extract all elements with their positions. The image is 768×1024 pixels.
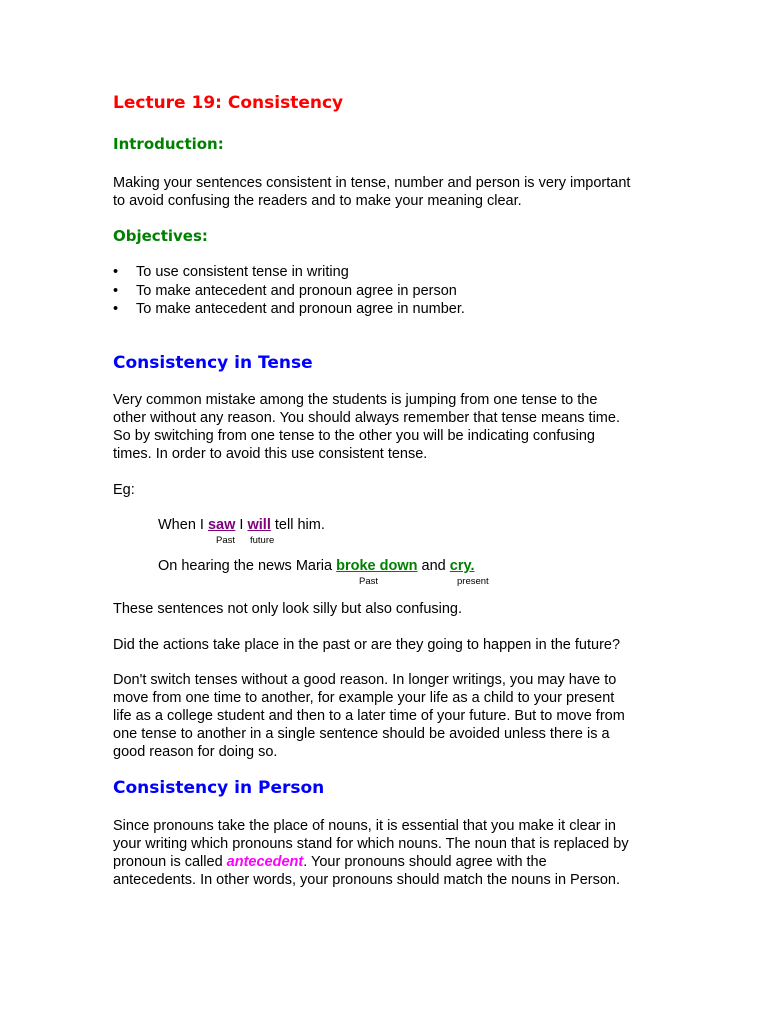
highlighted-verb: broke down (336, 558, 418, 574)
tense-line: good reason for doing so. (113, 744, 278, 760)
highlighted-verb: cry. (449, 558, 475, 574)
tense-annotation: future (250, 535, 275, 546)
person-heading: Consistency in Person (113, 778, 325, 798)
tense-line: times. In order to avoid this use consistent tense. (113, 446, 428, 462)
example-text: On hearing the news Maria (158, 558, 337, 574)
example-sentence-1 (158, 517, 325, 533)
example-sentence-2 (158, 558, 474, 574)
bullet-icon: • (113, 282, 119, 299)
tense-annotation: Past (216, 535, 236, 546)
introduction-heading: Introduction: (113, 135, 224, 153)
person-text: pronoun is called (113, 854, 227, 870)
person-line: your writing which pronouns stand for which nouns. The noun that is replaced by (113, 836, 629, 852)
person-text: . Your pronouns should agree with the (303, 854, 547, 870)
objective-text: To make antecedent and pronoun agree in number. (136, 301, 465, 317)
tense-paragraph (113, 391, 658, 463)
person-line: antecedents. In other words, your pronouns should match the nouns in Person. (113, 872, 621, 888)
tense-line: Very common mistake among the students is jumping from one tense to the (113, 392, 598, 408)
tense-line: life as a college student and then to a later time of your future. But to move from (113, 708, 625, 724)
antecedent-term: antecedent (226, 854, 304, 870)
example-label: Eg: (113, 482, 135, 498)
list-item (113, 263, 465, 282)
objective-text: To use consistent tense in writing (136, 264, 349, 280)
tense-line: other without any reason. You should always remember that tense means time. (113, 410, 620, 426)
introduction-line: Making your sentences consistent in tense, number and person is very important (113, 175, 631, 191)
introduction-line: to avoid confusing the readers and to make your meaning clear. (113, 193, 522, 209)
objectives-list (113, 263, 465, 319)
tense-paragraph-2: These sentences not only look silly but also confusing. (113, 601, 463, 617)
person-paragraph (113, 817, 658, 889)
highlighted-verb: saw (207, 517, 236, 533)
tense-annotation: present (457, 576, 489, 587)
example-text: When I (158, 517, 208, 533)
highlighted-verb: will (247, 517, 271, 533)
list-item (113, 300, 465, 319)
objective-text: To make antecedent and pronoun agree in person (136, 282, 457, 299)
example-text: tell him. (270, 517, 325, 533)
tense-line: Don't switch tenses without a good reason. In longer writings, you may have to (113, 672, 617, 688)
introduction-paragraph (113, 174, 658, 210)
tense-heading: Consistency in Tense (113, 353, 313, 373)
bullet-icon: • (113, 264, 119, 280)
bullet-icon: • (113, 301, 119, 317)
tense-paragraph-3: Did the actions take place in the past or are they going to happen in the future? (113, 637, 621, 653)
objectives-heading: Objectives: (113, 227, 208, 245)
tense-line: one tense to another in a single sentence should be avoided unless there is a (113, 726, 610, 742)
person-line (113, 853, 658, 871)
tense-line: move from one time to another, for example your life as a child to your present (113, 690, 615, 706)
lecture-title: Lecture 19: Consistency (113, 93, 344, 113)
tense-line: So by switching from one tense to the other you will be indicating confusing (113, 428, 595, 444)
list-item (113, 282, 465, 301)
example-text: I (235, 517, 248, 533)
tense-paragraph-4 (113, 671, 658, 761)
tense-annotation: Past (359, 576, 379, 587)
example-text: and (417, 558, 450, 574)
person-line: Since pronouns take the place of nouns, it is essential that you make it clear in (113, 818, 616, 834)
